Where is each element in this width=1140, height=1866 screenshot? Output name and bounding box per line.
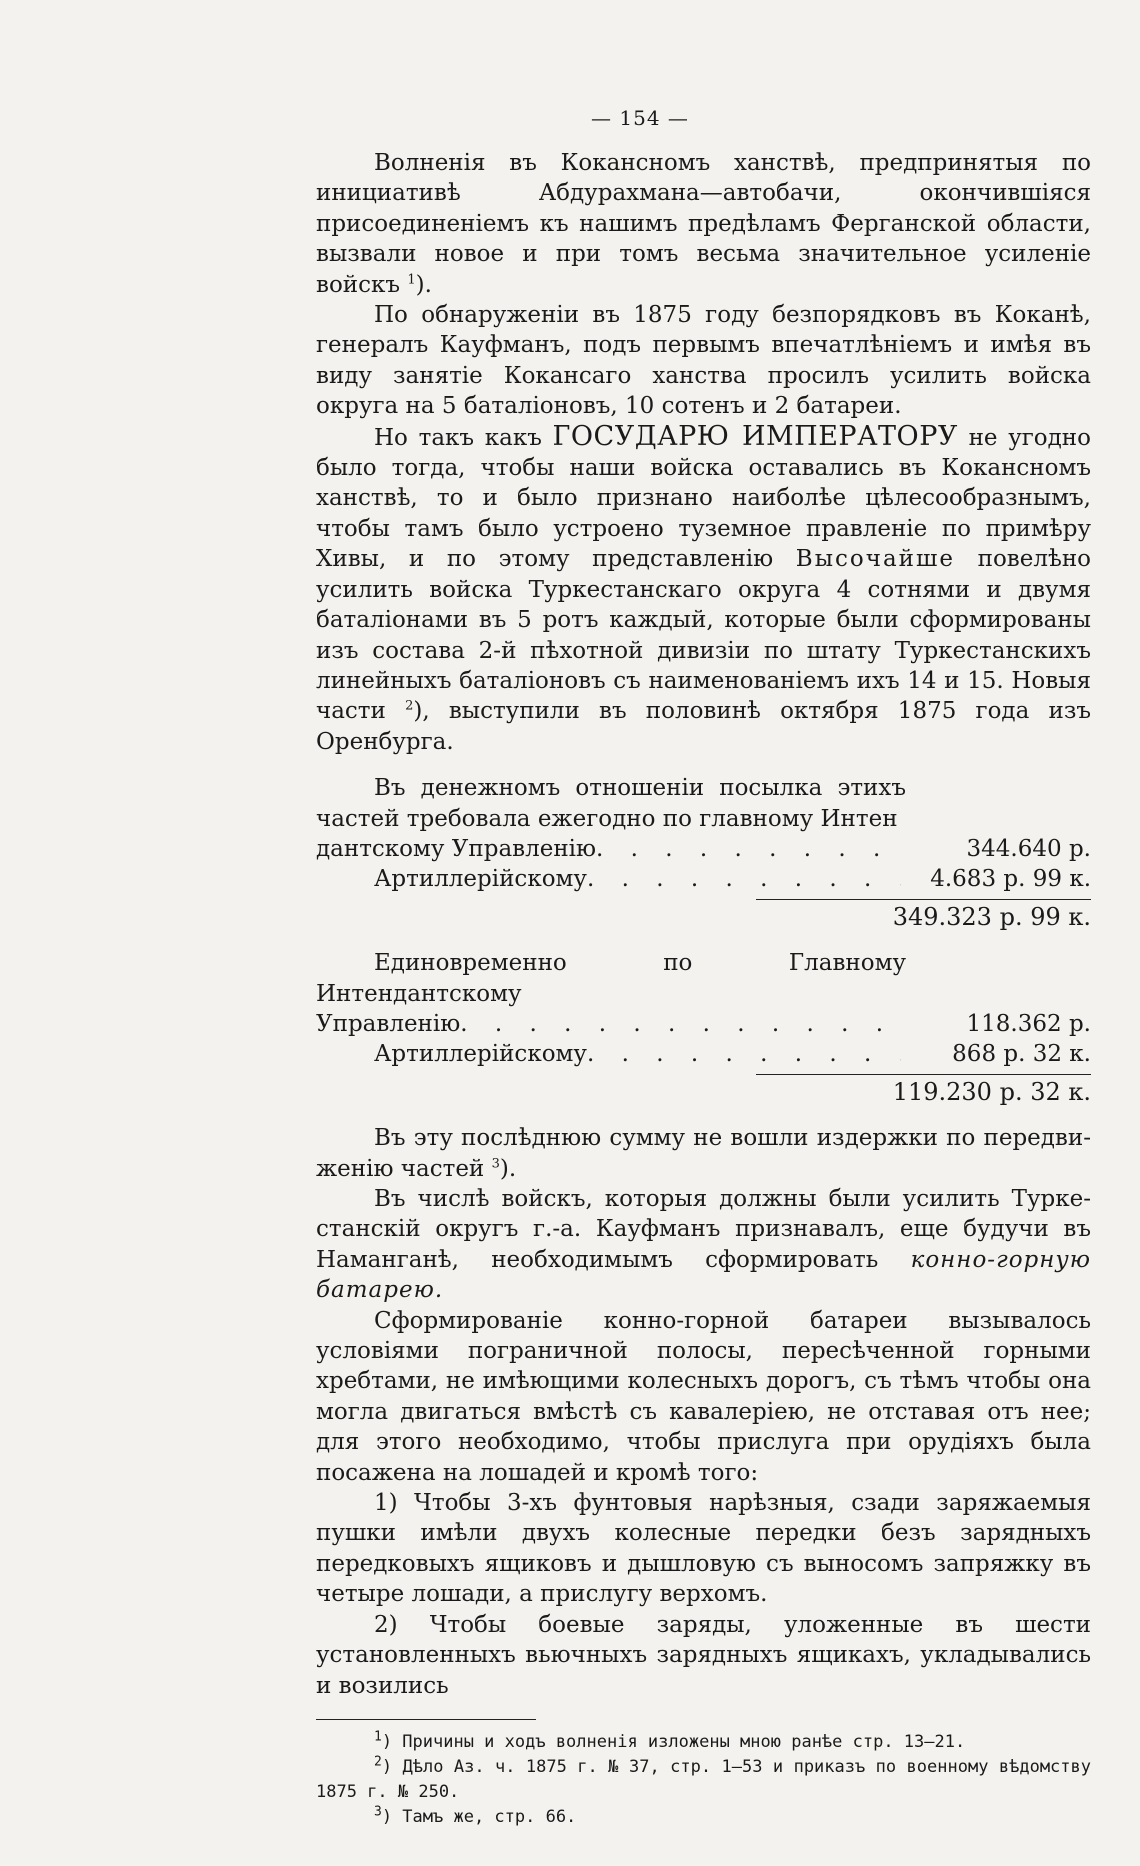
footnotes [316,1730,1091,1830]
paragraph-3 [316,422,1091,757]
paragraph-6: Сформированіе конно-горной батареи вызывалось условіями пограничной полосы, пересѣченной горными хребтами, не имѣющими колесныхъ дорогъ, съ тѣмъ чтобы она могла двигаться вмѣстѣ съ кавалеріею, не отставая отъ нее; для этого необходимо, чтобы прислуга при орудіяхъ была посажена на лошадей и кромѣ того: [316,1307,1091,1486]
highest-spaced: Высочайше [795,546,955,573]
footnote-3: $^3$) Тамъ же, стр. 66. [374,1804,577,1827]
paragraph-3-text-c: повелѣно усилить войска Туркестанскаго округа 4 сотнями и двумя баталіонами въ 5 ротъ каждый, которые были сформированы изъ состава 2-й пѣхотной дивизіи по штату Туркестанскихъ линейныхъ баталіоновъ съ наименованіемъ ихъ 14 и 15. Новыя части [316,546,1092,725]
emperor-caps: ГОСУДАРЮ ИМПЕРАТОРУ [552,420,958,452]
sum-rule [756,1074,1091,1075]
paragraph-2: По обнаруженіи въ 1875 году безпорядковъ въ Коканѣ, генералъ Кауфманъ, подъ первымъ впечатлѣніемъ и имѣя въ виду занятіе Кокансаго ханства просилъ усилить войска округа на 5 баталіоновъ, 10 сотенъ и 2 батареи. [316,302,1091,420]
mountain-battery-italic: конно-горную батарею. [316,1246,1092,1304]
main-text [316,148,1091,1830]
finance-annual-total: 349.323 р. 99 к. [892,902,1091,931]
finance-annual-row-1: дантскому Управленію . . . 344.640 р. [316,834,1091,864]
paragraph-4-text: Въ эту послѣднюю сумму не вошли издержки по передвиженію частей [316,1125,1091,1182]
paragraph-3-text-a: Но такъ какъ [374,424,542,451]
finance-annual-row-2: Артиллерійскому . . . 4.683 р. 99 к. [316,864,1091,894]
paragraph-1 [316,148,1091,300]
page-number: — 154 — [591,106,689,130]
footnote-ref-2: 2 [405,698,414,714]
footnote-ref-3: 3 [491,1155,500,1171]
footnote-separator [316,1719,536,1720]
finance-once-row-1: Управленію . . . 118.362 р. [316,1009,1091,1039]
finance-once-heading: Единовременно по Главному Интендантскому [316,950,906,1007]
paragraph-5-text: Въ числѣ войскъ, которыя должны были усилить Туркестанскій округъ г.-а. Кауфманъ признавалъ, еще будучи въ Наманганѣ, необходимымъ сформировать [316,1186,1091,1273]
paragraph-7: 1) Чтобы 3-хъ фунтовыя нарѣзныя, сзади заряжаемыя пушки имѣли двухъ колесные передки безъ зарядныхъ передковыхъ ящиковъ и дышловую съ выносомъ запряжку въ четыре лошади, а прислугу верхомъ. [316,1490,1091,1608]
footnote-1: $^1$) Причины и ходъ волненія изложены мною ранѣе стр. 13—21. [374,1729,966,1752]
paragraph-4 [316,1123,1091,1184]
finance-once [316,948,1091,1107]
footnote-ref-1: 1 [407,271,416,287]
finance-annual [316,773,1091,932]
paragraph-5 [316,1184,1091,1306]
paragraph-8: 2) Чтобы боевые заряды, уложенные въ шести установленныхъ вьючныхъ зарядныхъ ящикахъ, укладывались и возились [316,1611,1091,1699]
sum-rule [756,899,1091,900]
finance-once-total: 119.230 р. 32 к. [892,1077,1091,1106]
paragraph-3-text-b: не угодно было тогда, чтобы наши войска оставались въ Кокансномъ ханствѣ, то и было признано наиболѣе цѣлесообразнымъ, чтобы тамъ было устроено туземное правленіе по примѣру Хивы, и по этому представленію [316,424,1091,573]
paragraph-1-text: Волненія въ Кокансномъ ханствѣ, предпринятыя по инициативѣ Абдурахмана—автобачи, окончившіяся присоединеніемъ къ нашимъ предѣламъ Ферганской области, вызвали новое и при томъ весьма значительное усиленіе войскъ [316,150,1091,298]
paragraph-1-end: ). [415,271,432,298]
finance-once-row-2: Артиллерійскому . . . 868 р. 32 к. [316,1039,1091,1069]
paragraph-3-text-d: ), выступили въ половинѣ октября 1875 года изъ Оренбурга. [316,698,1092,755]
finance-annual-heading: Въ денежномъ отношеніи посылка этихъ частей требовала ежегодно по главному Интен [316,775,906,832]
footnote-2: $^2$) Дѣло Аз. ч. 1875 г. № 37, стр. 1—53 и приказъ по военному вѣдомству 1875 г. № 250. [316,1754,1091,1802]
paragraph-4-end: ). [499,1155,517,1182]
